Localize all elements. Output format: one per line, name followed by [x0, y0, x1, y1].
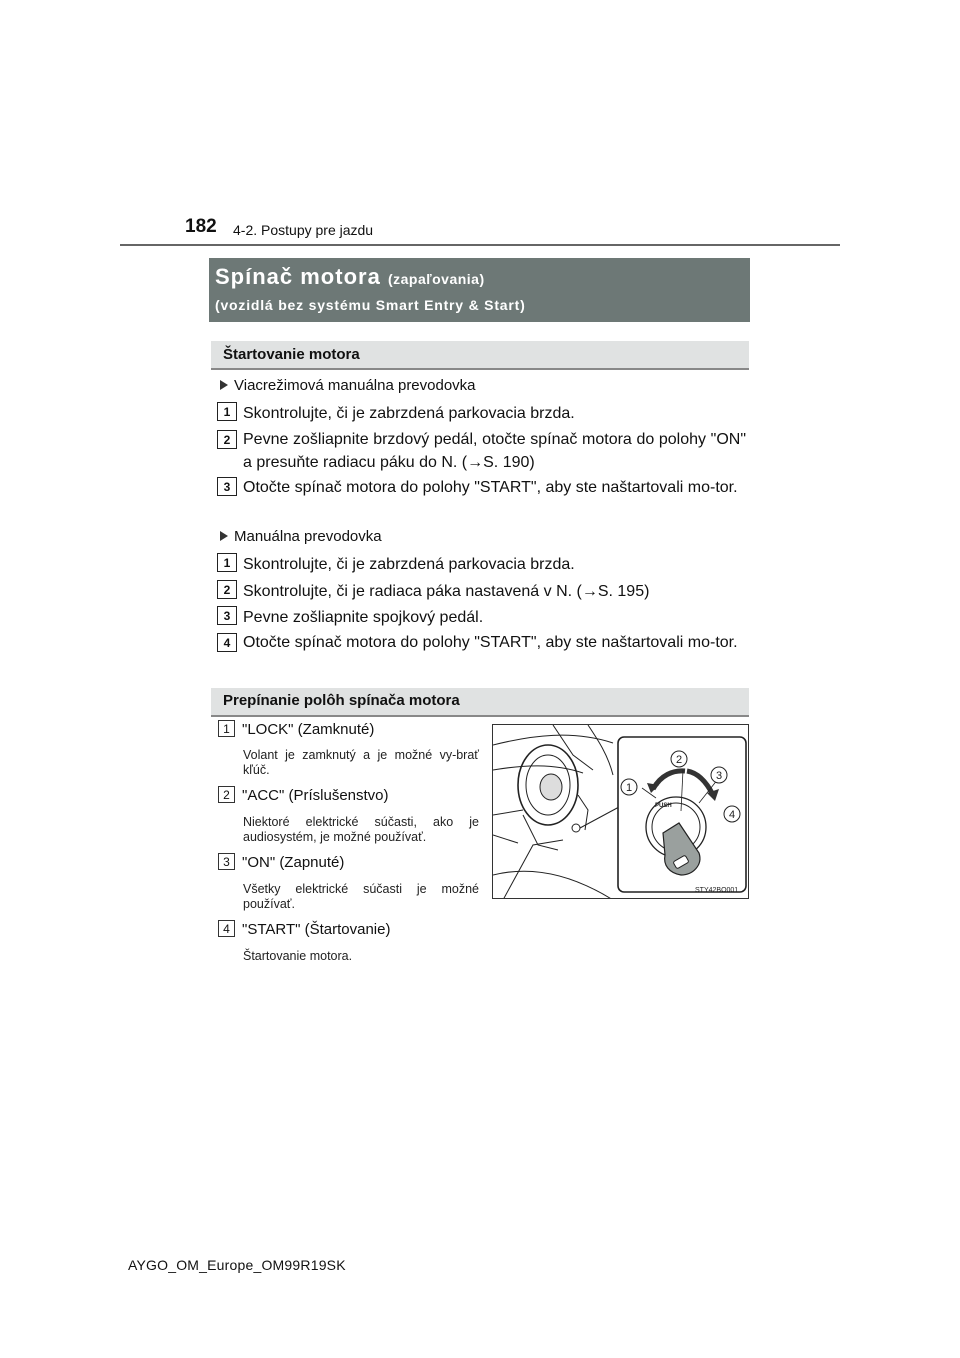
group-label: Viacrežimová manuálna prevodovka — [220, 377, 476, 394]
triangle-bullet-icon — [220, 380, 228, 390]
position-number: 1 — [218, 720, 235, 737]
section-label: 4-2. Postupy pre jazdu — [233, 222, 374, 238]
position-title: "START" (Štartovanie) — [242, 921, 391, 938]
push-label: PUSH — [655, 803, 672, 809]
ignition-switch-illustration — [492, 724, 749, 899]
step-text: Skontrolujte, či je radiaca páka nastavená v N. (→S. 195) — [243, 583, 650, 600]
position-description: Všetky elektrické súčasti je možné používať. — [243, 882, 479, 911]
figure-code: STY42BO001 — [695, 887, 739, 894]
header-divider — [120, 244, 840, 246]
step-text: Otočte spínač motora do polohy "START", aby ste naštartovali mo-tor. — [243, 479, 738, 496]
page-number: 182 — [185, 216, 217, 237]
step-text: Otočte spínač motora do polohy "START", aby ste naštartovali mo-tor. — [243, 634, 738, 651]
position-description: Volant je zamknutý a je možné vy-brať kľúč. — [243, 748, 479, 777]
position-number: 4 — [218, 920, 235, 937]
step-number: 2 — [217, 580, 237, 599]
position-title: "ON" (Zapnuté) — [242, 854, 345, 871]
step-number: 2 — [217, 430, 237, 449]
callout-3: 3 — [715, 770, 723, 782]
step-text: Pevne zošliapnite spojkový pedál. — [243, 609, 484, 626]
step-number: 1 — [217, 553, 237, 572]
position-description: Niektoré elektrické súčasti, ako je audiosystém, je možné používať. — [243, 815, 479, 844]
section-heading-switch: Prepínanie polôh spínača motora — [223, 692, 460, 709]
step-number: 3 — [217, 606, 237, 625]
callout-1: 1 — [625, 782, 633, 794]
step-number: 3 — [217, 477, 237, 496]
page-subtitle: (vozidlá bez systému Smart Entry & Start) — [215, 297, 526, 313]
page-title: Spínač motora (zapaľovania) — [215, 264, 485, 289]
group-label: Manuálna prevodovka — [220, 528, 382, 545]
section-heading-start: Štartovanie motora — [223, 346, 360, 363]
position-title: "LOCK" (Zamknuté) — [242, 721, 375, 738]
position-title: "ACC" (Príslušenstvo) — [242, 787, 389, 804]
position-number: 3 — [218, 853, 235, 870]
position-number: 2 — [218, 786, 235, 803]
step-number: 4 — [217, 633, 237, 652]
callout-2: 2 — [675, 754, 683, 766]
callout-4: 4 — [728, 809, 736, 821]
footer-document-code: AYGO_OM_Europe_OM99R19SK — [128, 1257, 346, 1273]
triangle-bullet-icon — [220, 531, 228, 541]
position-description: Štartovanie motora. — [243, 949, 353, 963]
step-number: 1 — [217, 402, 237, 421]
step-text: Skontrolujte, či je zabrzdená parkovacia brzda. — [243, 556, 575, 573]
step-text: Skontrolujte, či je zabrzdená parkovacia brzda. — [243, 405, 575, 422]
step-text: Pevne zošliapnite brzdový pedál, otočte spínač motora do polohy "ON" a presuňte radiacu páku do N. (→S. 190) — [243, 431, 746, 471]
